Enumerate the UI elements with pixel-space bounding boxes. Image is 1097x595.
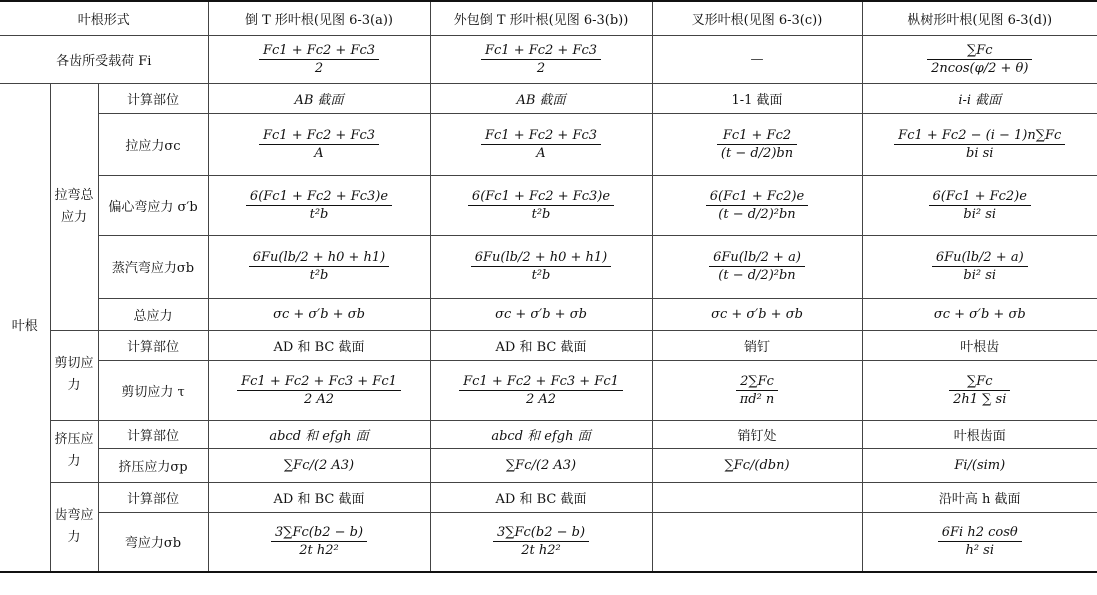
fraction: [706, 189, 808, 222]
cell-text: 叶根齿: [862, 330, 1097, 360]
cell-text: AB 截面: [208, 83, 430, 113]
denominator: (t − d/2)²bn: [718, 268, 796, 283]
formula-cell: [430, 175, 652, 235]
formula-cell: [862, 175, 1097, 235]
fraction: [932, 250, 1028, 283]
numerator: Fc1 + Fc2 + Fc3: [481, 128, 601, 145]
tb-tensile-row: [0, 113, 1097, 175]
numerator: 6(Fc1 + Fc2)e: [929, 189, 1031, 206]
formula-cell: [862, 113, 1097, 175]
denominator: bi² si: [963, 268, 997, 283]
numerator: 6Fu(lb/2 + a): [709, 250, 805, 267]
formula-cell: [430, 235, 652, 298]
fraction: [493, 525, 589, 558]
row-label: 弯应力σb: [98, 512, 208, 572]
tb-total-row: [0, 298, 1097, 330]
denominator: bi si: [966, 145, 994, 161]
row-label: 剪切应力 τ: [98, 360, 208, 420]
formula-cell: [430, 512, 652, 572]
formula-cell: [430, 113, 652, 175]
fraction: [468, 189, 614, 222]
fraction: [894, 128, 1065, 161]
denominator: 2: [536, 60, 546, 76]
formula-cell: [208, 512, 430, 572]
row-label: 计算部位: [98, 482, 208, 512]
fraction: [237, 374, 401, 407]
header-col0: 叶根形式: [0, 1, 208, 35]
tw-calc-row: [0, 482, 1097, 512]
cell-text: abcd 和 efgh 面: [430, 420, 652, 448]
denominator: 2t h2²: [521, 543, 561, 559]
denominator: bi² si: [963, 206, 997, 222]
header-col1: 倒 T 形叶根(见图 6-3(a)): [208, 1, 430, 35]
fraction: [949, 374, 1010, 407]
row-label: 计算部位: [98, 83, 208, 113]
header-col2: 外包倒 T 形叶根(见图 6-3(b)): [430, 1, 652, 35]
denominator: t²b: [309, 206, 329, 222]
denominator: t²b: [309, 268, 329, 283]
cell-text: 叶根齿面: [862, 420, 1097, 448]
fraction: [246, 189, 392, 222]
formula-cell: [862, 512, 1097, 572]
tb-eccentric-row: [0, 175, 1097, 235]
numerator: ∑Fc: [927, 43, 1032, 60]
group-tension-bending: 拉弯总应力: [50, 83, 98, 330]
cell-text: ∑Fc/(2 A3): [208, 448, 430, 482]
formula-cell: [652, 175, 862, 235]
formula-cell: [862, 360, 1097, 420]
denominator: t²b: [531, 268, 551, 283]
row-label: 偏心弯应力 σ′b: [98, 175, 208, 235]
denominator: (t − d/2)²bn: [718, 206, 796, 222]
cell-text: 1-1 截面: [652, 83, 862, 113]
formula-cell: [208, 235, 430, 298]
formula-cell: [208, 360, 430, 420]
numerator: 6Fi h2 cosθ: [938, 525, 1022, 542]
row-label: 蒸汽弯应力σb: [98, 235, 208, 298]
denominator: 2: [314, 60, 324, 76]
cell-text: AD 和 BC 截面: [208, 482, 430, 512]
numerator: 6(Fc1 + Fc2)e: [706, 189, 808, 206]
load-row: [0, 35, 1097, 83]
numerator: Fc1 + Fc2 + Fc3: [259, 128, 379, 145]
denominator: t²b: [531, 206, 551, 222]
denominator: 2ncos(φ/2 + θ): [931, 60, 1029, 76]
row-label: 拉应力σc: [98, 113, 208, 175]
formula-cell: [652, 360, 862, 420]
tw-stress-row: [0, 512, 1097, 572]
fraction: [249, 250, 390, 283]
formula-cell: [652, 113, 862, 175]
fraction: [938, 525, 1022, 558]
cell-text: AD 和 BC 截面: [208, 330, 430, 360]
cr-stress-row: [0, 448, 1097, 482]
cell-text: σc + σ′b + σb: [430, 298, 652, 330]
cell-text: abcd 和 efgh 面: [208, 420, 430, 448]
cell-text: 销钉处: [652, 420, 862, 448]
sh-calc-row: [0, 330, 1097, 360]
row-label: 总应力: [98, 298, 208, 330]
load-label: 各齿所受载荷 Fi: [0, 35, 208, 83]
cell-text: ∑Fc/(2 A3): [430, 448, 652, 482]
cr-calc-row: [0, 420, 1097, 448]
numerator: 2∑Fc: [736, 374, 779, 391]
formula-cell: [208, 113, 430, 175]
numerator: Fc1 + Fc2 − (i − 1)n∑Fc: [894, 128, 1065, 145]
denominator: 2t h2²: [299, 543, 339, 559]
sh-stress-row: [0, 360, 1097, 420]
fraction: [717, 128, 797, 161]
denominator: A: [314, 145, 324, 161]
row-label: 挤压应力σp: [98, 448, 208, 482]
cell-text: AD 和 BC 截面: [430, 330, 652, 360]
cell-text: AB 截面: [430, 83, 652, 113]
formula-cell: [430, 35, 652, 83]
fraction: [471, 250, 612, 283]
row-label: 计算部位: [98, 330, 208, 360]
cell-text: σc + σ′b + σb: [652, 298, 862, 330]
empty-dash-cell: —: [652, 35, 862, 83]
numerator: Fc1 + Fc2: [717, 128, 797, 145]
cell-text: Fi/(sim): [862, 448, 1097, 482]
formula-cell: [208, 35, 430, 83]
numerator: 6(Fc1 + Fc2 + Fc3)e: [246, 189, 392, 206]
tb-calc-row: [0, 83, 1097, 113]
cell-text: 沿叶高 h 截面: [862, 482, 1097, 512]
numerator: 3∑Fc(b2 − b): [271, 525, 367, 542]
denominator: 2h1 ∑ si: [953, 391, 1007, 407]
fraction: [259, 43, 379, 76]
cell-text: AD 和 BC 截面: [430, 482, 652, 512]
formula-cell: [430, 360, 652, 420]
fraction: [927, 43, 1032, 76]
numerator: 6Fu(lb/2 + h0 + h1): [471, 250, 612, 267]
numerator: 6Fu(lb/2 + h0 + h1): [249, 250, 390, 267]
fraction: [481, 128, 601, 161]
fraction: [736, 374, 779, 407]
group-crush: 挤压应力: [50, 420, 98, 482]
root-label: 叶根: [0, 83, 50, 572]
numerator: 3∑Fc(b2 − b): [493, 525, 589, 542]
cell-text: [652, 512, 862, 572]
header-col4: 枞树形叶根(见图 6-3(d)): [862, 1, 1097, 35]
group-tooth-bending: 齿弯应力: [50, 482, 98, 572]
cell-text: σc + σ′b + σb: [862, 298, 1097, 330]
group-shear: 剪切应力: [50, 330, 98, 420]
numerator: Fc1 + Fc2 + Fc3: [259, 43, 379, 60]
numerator: Fc1 + Fc2 + Fc3: [481, 43, 601, 60]
cell-text: σc + σ′b + σb: [208, 298, 430, 330]
numerator: 6Fu(lb/2 + a): [932, 250, 1028, 267]
fraction: [929, 189, 1031, 222]
fraction: [459, 374, 623, 407]
fraction: [259, 128, 379, 161]
numerator: ∑Fc: [949, 374, 1010, 391]
formula-cell: [862, 235, 1097, 298]
numerator: 6(Fc1 + Fc2 + Fc3)e: [468, 189, 614, 206]
cell-text: ∑Fc/(dbn): [652, 448, 862, 482]
denominator: 2 A2: [525, 391, 557, 407]
header-col3: 叉形叶根(见图 6-3(c)): [652, 1, 862, 35]
denominator: A: [536, 145, 546, 161]
numerator: Fc1 + Fc2 + Fc3 + Fc1: [459, 374, 623, 391]
denominator: (t − d/2)bn: [720, 145, 794, 161]
cell-text: 销钉: [652, 330, 862, 360]
cell-text: i-i 截面: [862, 83, 1097, 113]
tb-steam-row: [0, 235, 1097, 298]
formula-cell: [652, 235, 862, 298]
fraction: [271, 525, 367, 558]
numerator: Fc1 + Fc2 + Fc3 + Fc1: [237, 374, 401, 391]
fraction: [709, 250, 805, 283]
cell-text: [652, 482, 862, 512]
row-label: 计算部位: [98, 420, 208, 448]
fraction: [481, 43, 601, 76]
formula-cell: [862, 35, 1097, 83]
formula-cell: [208, 175, 430, 235]
denominator: 2 A2: [303, 391, 335, 407]
denominator: h² si: [965, 543, 995, 559]
header-row: [0, 1, 1097, 35]
denominator: πd² n: [739, 391, 775, 407]
